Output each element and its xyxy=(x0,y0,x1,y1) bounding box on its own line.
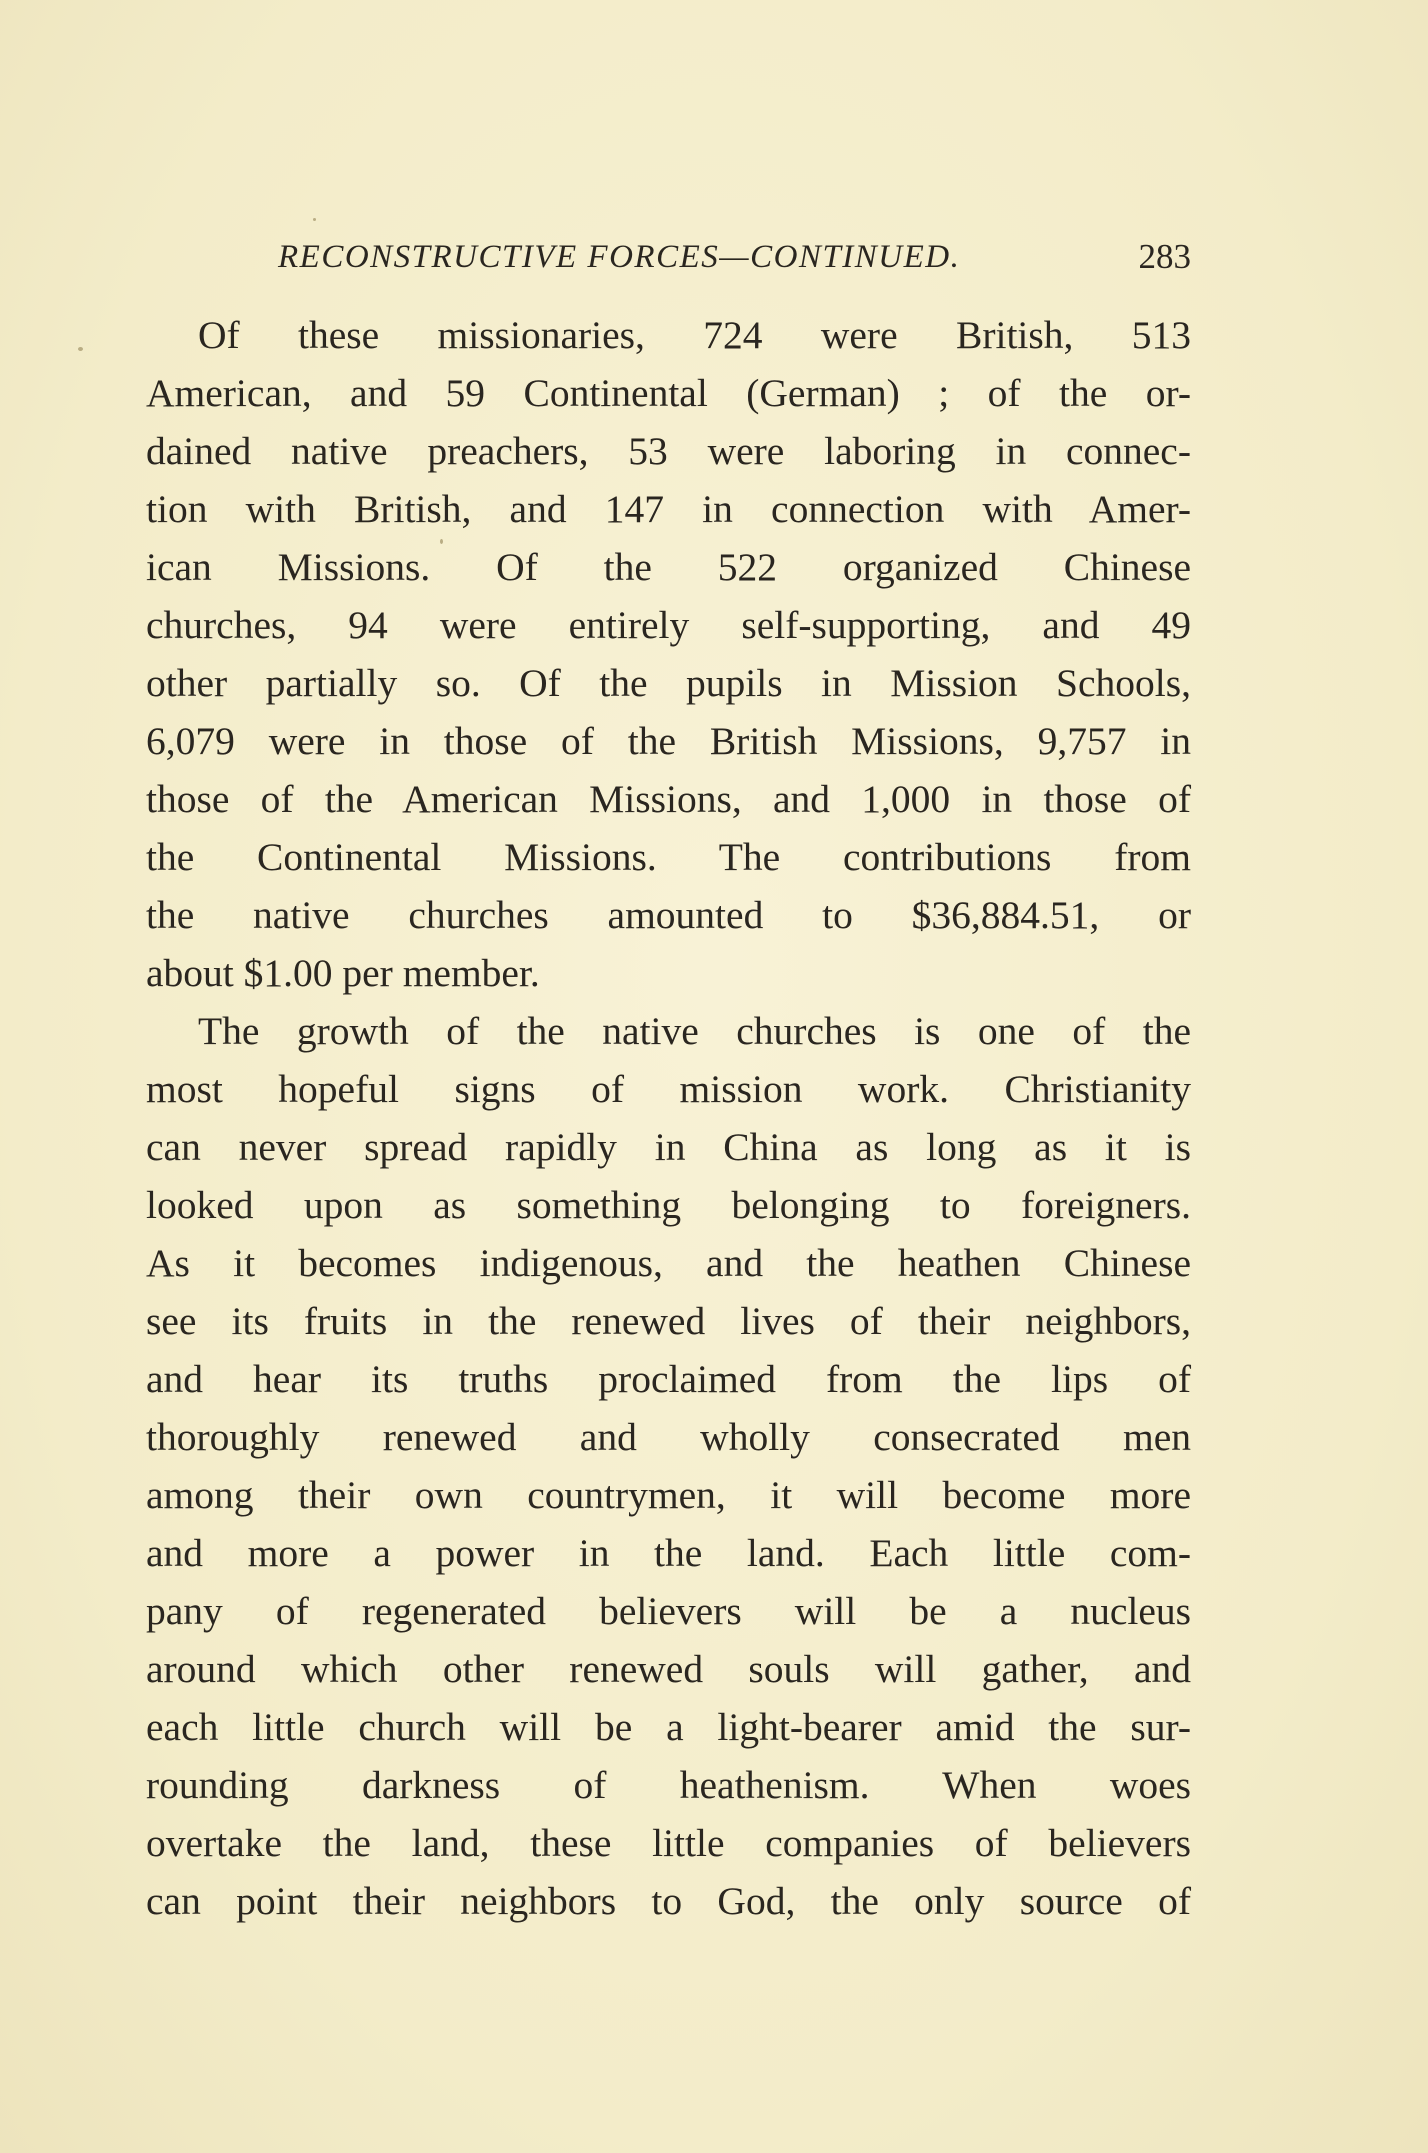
text-line: most hopeful signs of mission work. Christianity xyxy=(146,1067,1191,1111)
text-line: thoroughly renewed and wholly consecrated men xyxy=(146,1415,1191,1459)
text-line: American, and 59 Continental (German) ; of the or- xyxy=(146,371,1191,415)
page-number: 283 xyxy=(1138,237,1191,276)
text-line: and more a power in the land. Each little com- xyxy=(146,1531,1191,1575)
text-line: Of these missionaries, 724 were British, 513 xyxy=(198,313,1191,357)
text-line: other partially so. Of the pupils in Mission Schools, xyxy=(146,661,1191,705)
paper-speck xyxy=(440,539,443,544)
text-line: overtake the land, these little companies of believers xyxy=(146,1821,1191,1865)
text-line: see its fruits in the renewed lives of their neighbors, xyxy=(146,1299,1191,1343)
text-line: can point their neighbors to God, the only source of xyxy=(146,1879,1191,1923)
text-line: about $1.00 per member. xyxy=(146,951,540,995)
text-line: among their own countrymen, it will become more xyxy=(146,1473,1191,1517)
running-head xyxy=(146,232,1191,282)
paragraph-1 xyxy=(146,306,1191,1002)
text-line: As it becomes indigenous, and the heathen Chinese xyxy=(146,1241,1191,1285)
paragraph-2 xyxy=(146,1002,1191,1930)
text-line: dained native preachers, 53 were laboring in connec- xyxy=(146,429,1191,473)
text-line: each little church will be a light-bearer amid the sur- xyxy=(146,1705,1191,1749)
text-line: pany of regenerated believers will be a nucleus xyxy=(146,1589,1191,1633)
text-line: those of the American Missions, and 1,000 in those of xyxy=(146,777,1191,821)
text-line: the native churches amounted to $36,884.51, or xyxy=(146,893,1191,937)
body-text xyxy=(146,306,1191,1930)
text-line: rounding darkness of heathenism. When woes xyxy=(146,1763,1191,1807)
text-line: tion with British, and 147 in connection with Amer- xyxy=(146,487,1191,531)
text-line: around which other renewed souls will gather, and xyxy=(146,1647,1191,1691)
text-line: 6,079 were in those of the British Missions, 9,757 in xyxy=(146,719,1191,763)
running-title: RECONSTRUCTIVE FORCES—CONTINUED. xyxy=(278,239,961,275)
paper-speck xyxy=(313,218,316,221)
text-line: looked upon as something belonging to foreigners. xyxy=(146,1183,1191,1227)
text-line: the Continental Missions. The contributions from xyxy=(146,835,1191,879)
text-line: churches, 94 were entirely self-supporting, and 49 xyxy=(146,603,1191,647)
paper-speck xyxy=(78,347,83,351)
text-line: The growth of the native churches is one of the xyxy=(198,1009,1191,1053)
text-line: ican Missions. Of the 522 organized Chinese xyxy=(146,545,1191,589)
text-line: can never spread rapidly in China as long as it is xyxy=(146,1125,1191,1169)
text-line: and hear its truths proclaimed from the lips of xyxy=(146,1357,1191,1401)
